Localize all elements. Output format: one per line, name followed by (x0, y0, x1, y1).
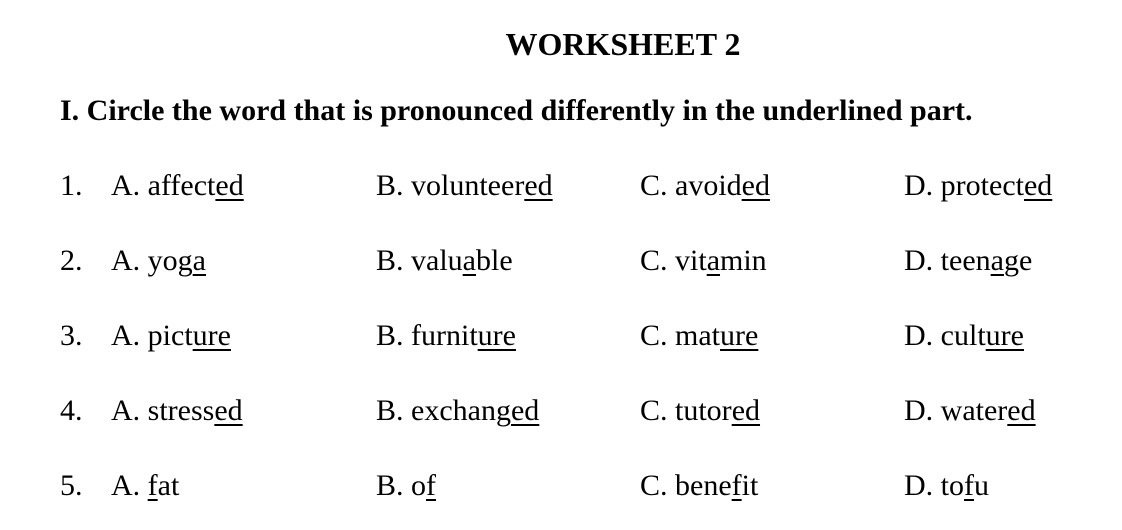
option-letter: D. (904, 469, 934, 502)
word-part: furnit (411, 319, 478, 352)
option-letter: B. (376, 169, 404, 202)
option-letter: C. (640, 244, 668, 277)
word-part: u (974, 469, 990, 502)
underlined-part: f (964, 469, 975, 502)
word-part: to (940, 469, 965, 502)
option-letter: D. (904, 169, 934, 202)
word-part: valu (411, 244, 463, 277)
underlined-part: a (462, 244, 476, 277)
question-number: 3. (60, 319, 83, 352)
option-letter: A. (111, 394, 141, 427)
option-letter: B. (376, 244, 404, 277)
question-number: 1. (60, 169, 83, 202)
question-row (0, 316, 1122, 356)
word-part: teen (940, 244, 991, 277)
underlined-part: ed (1007, 394, 1036, 427)
word-part: affect (147, 169, 216, 202)
underlined-part: ure (720, 319, 759, 352)
option-letter: A. (111, 244, 141, 277)
option-letter: B. (376, 319, 404, 352)
word-part: o (411, 469, 427, 502)
option-a[interactable] (111, 316, 231, 356)
underlined-part: a (990, 244, 1004, 277)
underlined-part: ed (510, 394, 540, 427)
option-a[interactable] (111, 391, 243, 431)
underlined-part: ed (214, 394, 243, 427)
option-d[interactable] (904, 316, 1024, 356)
word-part: at (157, 469, 180, 502)
option-letter: C. (640, 319, 668, 352)
word-part: ge (1003, 244, 1033, 277)
option-c[interactable] (640, 166, 770, 206)
word-part: cult (940, 319, 986, 352)
option-letter: D. (904, 394, 934, 427)
option-b[interactable] (376, 316, 516, 356)
word-part: yog (147, 244, 193, 277)
word-part: avoid (675, 169, 742, 202)
word-part: water (940, 394, 1008, 427)
worksheet-title: WORKSHEET 2 (505, 26, 741, 62)
option-a[interactable] (111, 241, 206, 281)
option-letter: D. (904, 319, 934, 352)
option-a[interactable] (111, 166, 244, 206)
question-number: 4. (60, 394, 83, 427)
underlined-part: ed (215, 169, 244, 202)
option-d[interactable] (904, 241, 1032, 281)
option-c[interactable] (640, 391, 760, 431)
option-letter: B. (376, 394, 404, 427)
word-part: volunteer (411, 169, 525, 202)
question-number: 5. (60, 469, 83, 502)
word-part: bene (675, 469, 732, 502)
option-c[interactable] (640, 316, 758, 356)
option-c[interactable] (640, 466, 758, 506)
question-number: 2. (60, 244, 83, 277)
question-row (0, 391, 1122, 431)
option-b[interactable] (376, 241, 513, 281)
word-part: ble (476, 244, 513, 277)
underlined-part: ed (741, 169, 770, 202)
underlined-part: f (147, 469, 158, 502)
option-b[interactable] (376, 166, 553, 206)
option-letter: A. (111, 169, 141, 202)
underlined-part: ure (192, 319, 231, 352)
underlined-part: f (731, 469, 742, 502)
underlined-part: ed (524, 169, 553, 202)
option-d[interactable] (904, 466, 989, 506)
option-letter: A. (111, 469, 141, 502)
underlined-part: ed (731, 394, 761, 427)
underlined-part: f (426, 469, 437, 502)
underlined-part: ure (477, 319, 516, 352)
word-part: min (720, 244, 767, 277)
underlined-part: ure (985, 319, 1024, 352)
option-d[interactable] (904, 166, 1052, 206)
question-row (0, 241, 1122, 281)
option-d[interactable] (904, 391, 1036, 431)
word-part: protect (940, 169, 1024, 202)
option-letter: C. (640, 169, 668, 202)
word-part: vit (675, 244, 707, 277)
word-part: stress (147, 394, 215, 427)
word-part: it (741, 469, 759, 502)
option-c[interactable] (640, 241, 767, 281)
option-a[interactable] (111, 466, 179, 506)
underlined-part: a (192, 244, 206, 277)
option-letter: C. (640, 394, 668, 427)
option-letter: B. (376, 469, 404, 502)
underlined-part: ed (1023, 169, 1053, 202)
word-part: pict (147, 319, 193, 352)
word-part: tutor (675, 394, 732, 427)
word-part: exchang (411, 394, 511, 427)
option-b[interactable] (376, 466, 436, 506)
option-b[interactable] (376, 391, 539, 431)
question-row (0, 466, 1122, 506)
question-row (0, 166, 1122, 206)
option-letter: A. (111, 319, 141, 352)
section-instruction: I. Circle the word that is pronounced differently in the underlined part. (60, 94, 973, 127)
option-letter: C. (640, 469, 668, 502)
word-part: mat (675, 319, 721, 352)
underlined-part: a (706, 244, 721, 277)
option-letter: D. (904, 244, 934, 277)
